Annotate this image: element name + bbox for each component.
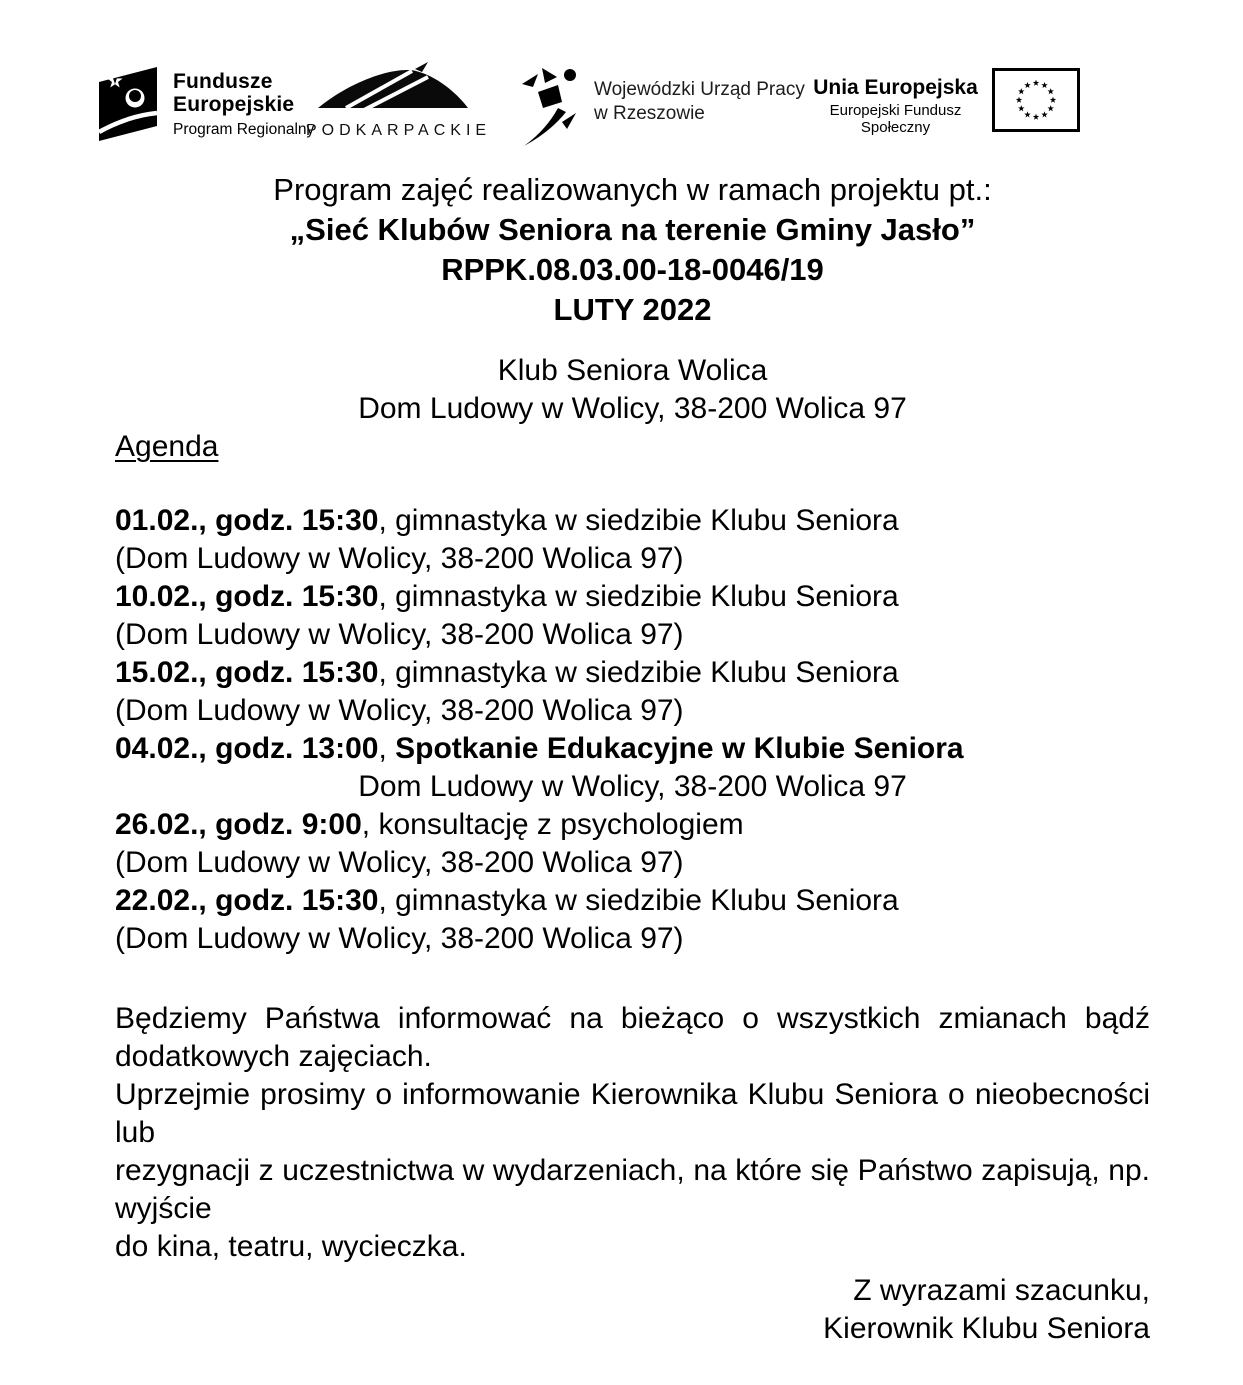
logo-bar (0, 52, 1243, 152)
wup-figure-icon (520, 64, 584, 148)
agenda-activity: gimnastyka w siedzibie Klubu Seniora (395, 504, 899, 537)
signature-closing: Z wyrazami szacunku, (853, 1274, 1150, 1307)
logo-wup-rzeszow (520, 64, 805, 148)
ue-title: Unia Europejska (813, 76, 978, 99)
agenda-activity: gimnastyka w siedzibie Klubu Seniora (395, 580, 899, 613)
wup-text-line1: Wojewódzki Urząd Pracy (594, 79, 805, 100)
signature-block (115, 1272, 1150, 1348)
note-line: rezygnacji z uczestnictwa w wydarzeniach, na które się Państwo zapisują, np. wyjście (115, 1154, 1150, 1225)
title-line-4: LUTY 2022 (553, 292, 712, 327)
agenda-item-time-line (115, 730, 1150, 768)
agenda-item-time-line (115, 806, 1150, 844)
agenda-activity: Spotkanie Edukacyjne w Klubie Seniora (395, 732, 964, 765)
agenda-location: (Dom Ludowy w Wolicy, 38-200 Wolica 97) (115, 618, 684, 651)
agenda-date-time: 26.02., godz. 9:00 (115, 808, 362, 841)
logo-podkarpackie (306, 58, 492, 140)
agenda-date-time: 01.02., godz. 15:30 (115, 504, 379, 537)
podkarpackie-label: PODKARPACKIE (306, 122, 492, 139)
agenda-separator: , (378, 504, 396, 537)
agenda-date-time: 04.02., godz. 13:00 (115, 732, 379, 765)
logo-unia-europejska (798, 76, 993, 136)
agenda-list (115, 502, 1150, 958)
title-line-2: „Sieć Klubów Seniora na terenie Gminy Jasło” (289, 212, 976, 247)
note-line: dodatkowych zajęciach. (115, 1040, 432, 1073)
agenda-separator: , (378, 656, 396, 689)
agenda-heading (115, 428, 1150, 466)
agenda-activity: gimnastyka w siedzibie Klubu Seniora (395, 656, 899, 689)
agenda-separator: , (378, 884, 396, 917)
venue-address: Dom Ludowy w Wolicy, 38-200 Wolica 97 (358, 392, 907, 425)
fundusze-subtitle: Program Regionalny (173, 121, 315, 138)
wup-logo-text (594, 64, 805, 126)
signature-role: Kierownik Klubu Seniora (823, 1312, 1150, 1345)
agenda-item-time-line (115, 578, 1150, 616)
logo-fundusze-europejskie (95, 62, 314, 142)
agenda-location: (Dom Ludowy w Wolicy, 38-200 Wolica 97) (115, 694, 684, 727)
agenda-date-time: 22.02., godz. 15:30 (115, 884, 379, 917)
podkarpackie-mountain-icon (312, 58, 472, 112)
ue-subtitle: Europejski Fundusz Społeczny (829, 102, 962, 136)
agenda-separator: , (378, 580, 396, 613)
note-line: Uprzejmie prosimy o informowanie Kierownika Klubu Seniora o nieobecności lub (115, 1078, 1150, 1149)
agenda-separator: , (361, 808, 379, 841)
fundusze-logo-text (173, 62, 314, 139)
title-line-3: RPPK.08.03.00-18-0046/19 (441, 252, 824, 287)
note-line: Będziemy Państwa informować na bieżąco o wszystkich zmianach bądź (115, 1002, 1150, 1035)
venue-name: Klub Seniora Wolica (497, 354, 768, 387)
agenda-item-time-line (115, 654, 1150, 692)
note-line: do kina, teatru, wycieczka. (115, 1230, 467, 1263)
agenda-location: (Dom Ludowy w Wolicy, 38-200 Wolica 97) (115, 846, 684, 879)
agenda-heading-label: Agenda (115, 430, 219, 463)
agenda-location: (Dom Ludowy w Wolicy, 38-200 Wolica 97) (115, 922, 684, 955)
agenda-location: Dom Ludowy w Wolicy, 38-200 Wolica 97 (358, 770, 907, 803)
agenda-date-time: 10.02., godz. 15:30 (115, 580, 379, 613)
agenda-date-time: 15.02., godz. 15:30 (115, 656, 379, 689)
venue-block (115, 352, 1150, 428)
wup-text-line2: w Rzeszowie (594, 103, 705, 124)
agenda-activity: gimnastyka w siedzibie Klubu Seniora (395, 884, 899, 917)
eu-flag-icon (992, 68, 1080, 132)
agenda-item-time-line (115, 882, 1150, 920)
agenda-location: (Dom Ludowy w Wolicy, 38-200 Wolica 97) (115, 542, 684, 575)
agenda-separator: , (378, 732, 396, 765)
agenda-activity: konsultację z psychologiem (378, 808, 744, 841)
fundusze-title-line1: Fundusze (173, 70, 273, 93)
agenda-item-time-line (115, 502, 1150, 540)
eu-funds-flag-icon (95, 62, 161, 142)
title-line-1: Program zajęć realizowanych w ramach projektu pt.: (273, 172, 992, 207)
title-block (115, 170, 1150, 330)
notes-block (115, 1000, 1150, 1266)
fundusze-title-line2: Europejskie (173, 93, 295, 116)
